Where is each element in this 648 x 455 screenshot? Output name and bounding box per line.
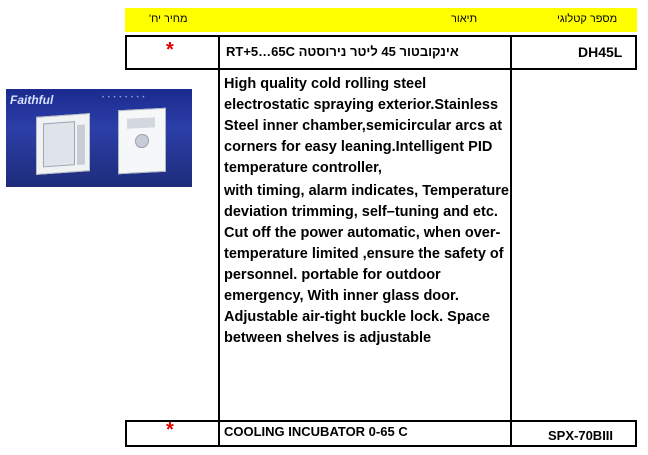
incubator-door [43,121,75,167]
product-details [224,74,509,349]
catalog-number: SPX-70BIII [548,428,614,443]
column-divider [218,35,220,70]
incubator-unit [118,108,166,175]
column-divider [218,420,220,447]
row-description: COOLING INCUBATOR 0-65 C [224,424,408,439]
table-header [125,8,637,32]
price-marker: * [166,39,174,61]
product-image [6,89,192,187]
column-divider [510,70,512,420]
description-column-header: תיאור [451,13,478,25]
brand-logo: Faithful [10,93,54,107]
catalog-column-header: מספר קטלוגי [557,13,618,25]
column-divider [510,35,512,70]
incubator-side [77,124,85,165]
row-description: אינקובטור 45 ליטר נירוסטה RT+5…65C [226,44,459,59]
control-knob [135,134,149,149]
price-column-header: מחיר יח' [149,13,188,25]
price-marker: * [166,419,174,441]
details-paragraph: with timing, alarm indicates, Temperature deviation trimming, self–tuning and etc. Cut off the power automatic, when over-temperature limited ,ensure the safety of personnel. portable for outdoor emergency, With inner glass door. Adjustable air-tight buckle lock. Space between shelves is adjustable [224,183,509,346]
catalog-number: DH45L [578,44,623,60]
incubator-unit [36,113,90,175]
details-paragraph: High quality cold rolling steel electrostatic spraying exterior.Stainless Steel inner chamber,semicircular arcs at corners for easy leaning.Intelligent PID temperature controller, [224,76,503,176]
column-divider [218,70,220,420]
column-divider [510,420,512,447]
brand-subtitle: • • • • • • • • [102,95,146,101]
control-panel [127,117,155,128]
